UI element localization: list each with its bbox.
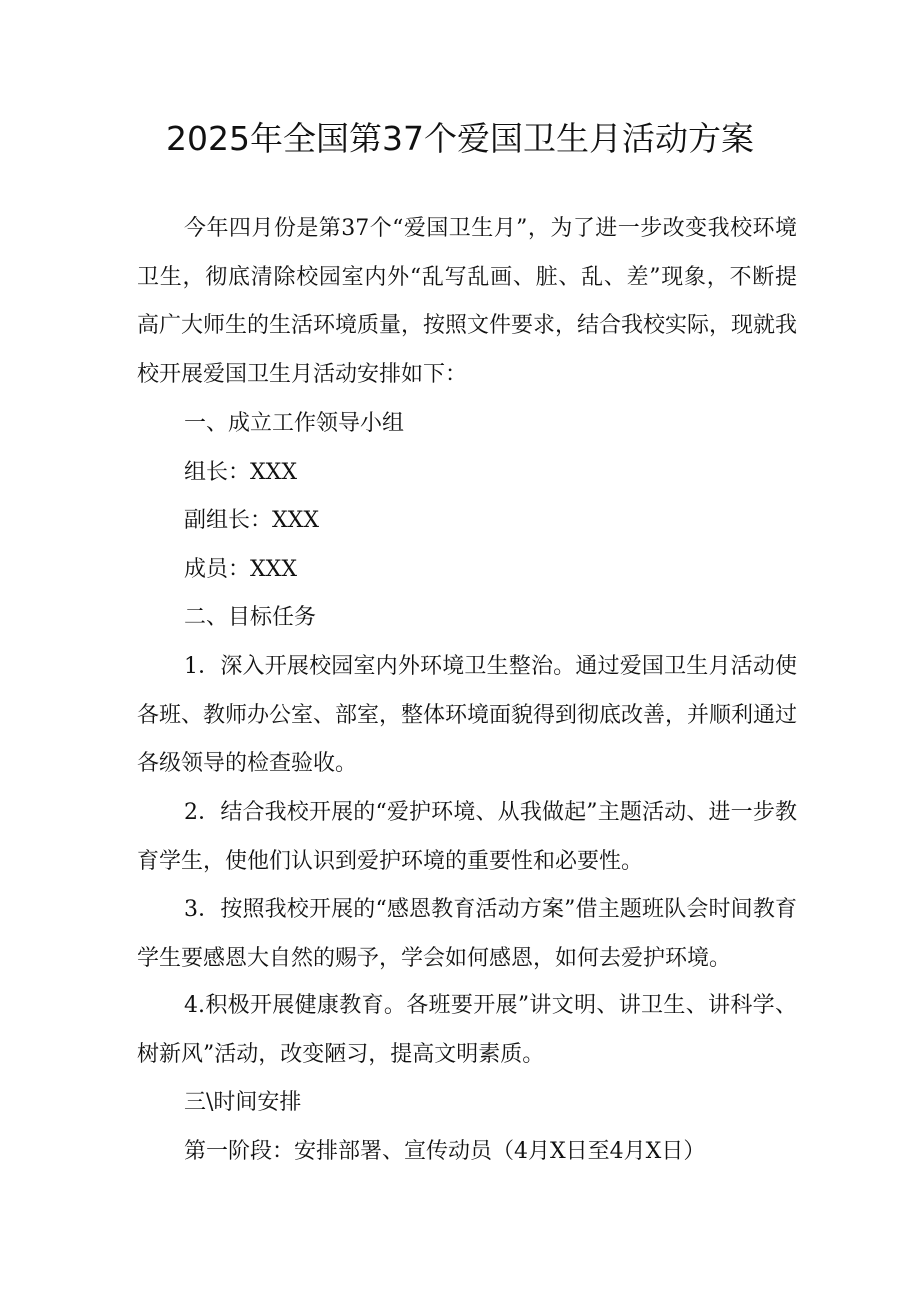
- leader-line: 组长：XXX: [184, 460, 297, 485]
- task-item-2: 2．结合我校开展的“爱护环境、从我做起”主题活动、进一步教育学生，使他们认识到爱护环境的重要性和必要性。: [137, 800, 797, 874]
- phase-1-line: 第一阶段：安排部署、宣传动员（4月X日至4月X日）: [184, 1139, 706, 1164]
- task-item-4: 4.积极开展健康教育。各班要开展”讲文明、讲卫生、讲科学、树新风”活动，改变陋习，提高文明素质。: [137, 993, 797, 1067]
- section-heading-schedule: 三\时间安排: [184, 1090, 302, 1115]
- task-item-1: 1．深入开展校园室内外环境卫生整治。通过爱国卫生月活动使各班、教师办公室、部室，整体环境面貌得到彻底改善，并顺利通过各级领导的检查验收。: [137, 654, 798, 777]
- section-heading-goals: 二、目标任务: [184, 605, 317, 630]
- members-line: 成员：XXX: [184, 557, 297, 582]
- section-heading-leadership-group: 一、成立工作领导小组: [184, 411, 405, 436]
- intro-paragraph: 今年四月份是第37个“爱国卫生月”，为了进一步改变我校环境卫生，彻底清除校园室内外“乱写乱画、脏、乱、差”现象，不断提高广大师生的生活环境质量，按照文件要求，结合我校实际，现就我校开展爱国卫生月活动安排如下：: [137, 216, 798, 387]
- document-title: 2025年全国第37个爱国卫生月活动方案: [166, 119, 754, 158]
- deputy-leader-line: 副组长：XXX: [184, 508, 319, 533]
- task-item-3: 3．按照我校开展的“感恩教育活动方案”借主题班队会时间教育学生要感恩大自然的赐予，学会如何感恩，如何去爱护环境。: [137, 897, 797, 971]
